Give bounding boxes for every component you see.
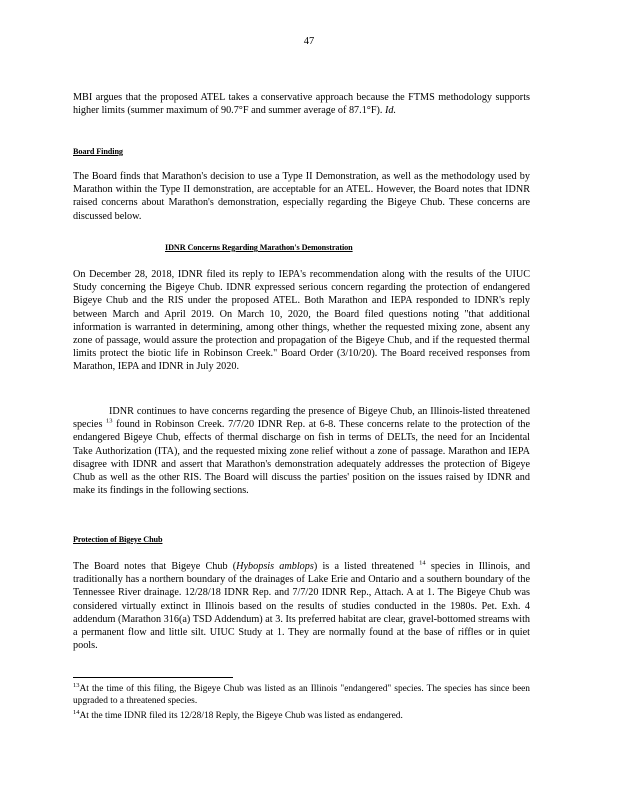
idnr-concerns-paragraph-1: On December 28, 2018, IDNR filed its reply to IEPA's recommendation along with the results of the UIUC Study concerning the Bigeye Chub. IDNR expressed serious concern regarding the protection of endangered Bigeye Chub and the RIS under the proposed ATEL. Both Marathon and IEPA responded to IDNR's reply between March and April 2019. On March 10, 2020, the Board filed questions noting "that additional information is warranted in determining, among other things, whether the requested mixing zone, absent any zone of passage, would assure the protection and propagation of the Bigeye Chub, and if the requested thermal limits protect the biotic life in Robinson Creek." Board Order (3/10/20). The Board received responses from Marathon, IEPA and IDNR in July 2020. [73,269,530,373]
footnote-14 [73,710,530,722]
footnote-13 [73,683,530,707]
page-number: 47 [303,36,315,47]
para2-text-b: found in Robinson Creek. 7/7/20 IDNR Rep. at 6-8. These concerns relate to the protection of the endangered Bigeye Chub, effects of thermal discharge on fish in terms of DELTs, the need for an Incidental Take Authorization (ITA), and the requested mixing zone relief without a zone of passage. Marathon and IEPA disagree with IDNR and assert that Marathon's demonstration adequately addresses the protection of Bigeye Chub as well as the other RIS. The Board will discuss the parties' position on the issues raised by IDNR and make its findings in the following sections. [73,419,531,497]
protection-text-a: The Board notes that Bigeye Chub ( [73,561,237,572]
intro-cite: Id. [385,105,397,117]
intro-paragraph [73,91,530,117]
footnote-ref-13[interactable]: 13 [106,417,113,425]
para2-text-a: IDNR continues to have concerns regarding the presence of Bigeye Chub, an Illinois-listed threatened species [73,406,530,431]
idnr-concerns-paragraph-2 [73,405,530,497]
footnote-text: At the time of this filing, the Bigeye Chub was listed as an Illinois "endangered" species. The species has since been upgraded to a threatened species. [73,684,530,706]
idnr-concerns-heading: IDNR Concerns Regarding Marathon's Demonstration [165,243,353,252]
protection-text-c: species in Illinois, and traditionally has a northern boundary of the drainages of Lake Erie and Ontario and a southern boundary of the Tennessee River drainage. 12/28/18 IDNR Rep. and 7/7/20 IDNR Rep., Attach. A at 1. The Bigeye Chub was considered virtually extinct in Illinois based on the results of studies conducted in the 1980s. Pet. Exh. 4 addendum (Marathon 316(a) TSD Addendum) at 3. Its preferred habitat are clear, gravel-bottomed streams with a permanent flow and little silt. UIUC Study at 1. They are normally found at the base of riffles or in quiet pools. [73,561,531,652]
protection-text-b: ) is a listed threatened [313,561,414,572]
footnote-number: 14 [73,708,80,716]
intro-text: MBI argues that the proposed ATEL takes a conservative approach because the FTMS methodology supports higher limits (summer maximum of 90.7°F and summer average of 87.1°F). [73,92,530,117]
board-finding-heading: Board Finding [73,147,123,156]
footnote-divider [73,677,233,678]
board-finding-paragraph: The Board finds that Marathon's decision to use a Type II Demonstration, as well as the methodology used by Marathon within the Type II demonstration, are acceptable for an ATEL. However, the Board notes that IDNR raised concerns about Marathon's demonstration, especially regarding the Bigeye Chub. These concerns are discussed below. [73,171,530,222]
protection-paragraph [73,560,530,652]
protection-heading: Protection of Bigeye Chub [73,535,163,544]
footnote-text: At the time IDNR filed its 12/28/18 Reply, the Bigeye Chub was listed as endangered. [79,711,403,721]
footnote-ref-14[interactable]: 14 [419,559,426,567]
species-name: Hybopsis amblops [236,561,314,572]
footnote-number: 13 [73,681,80,689]
